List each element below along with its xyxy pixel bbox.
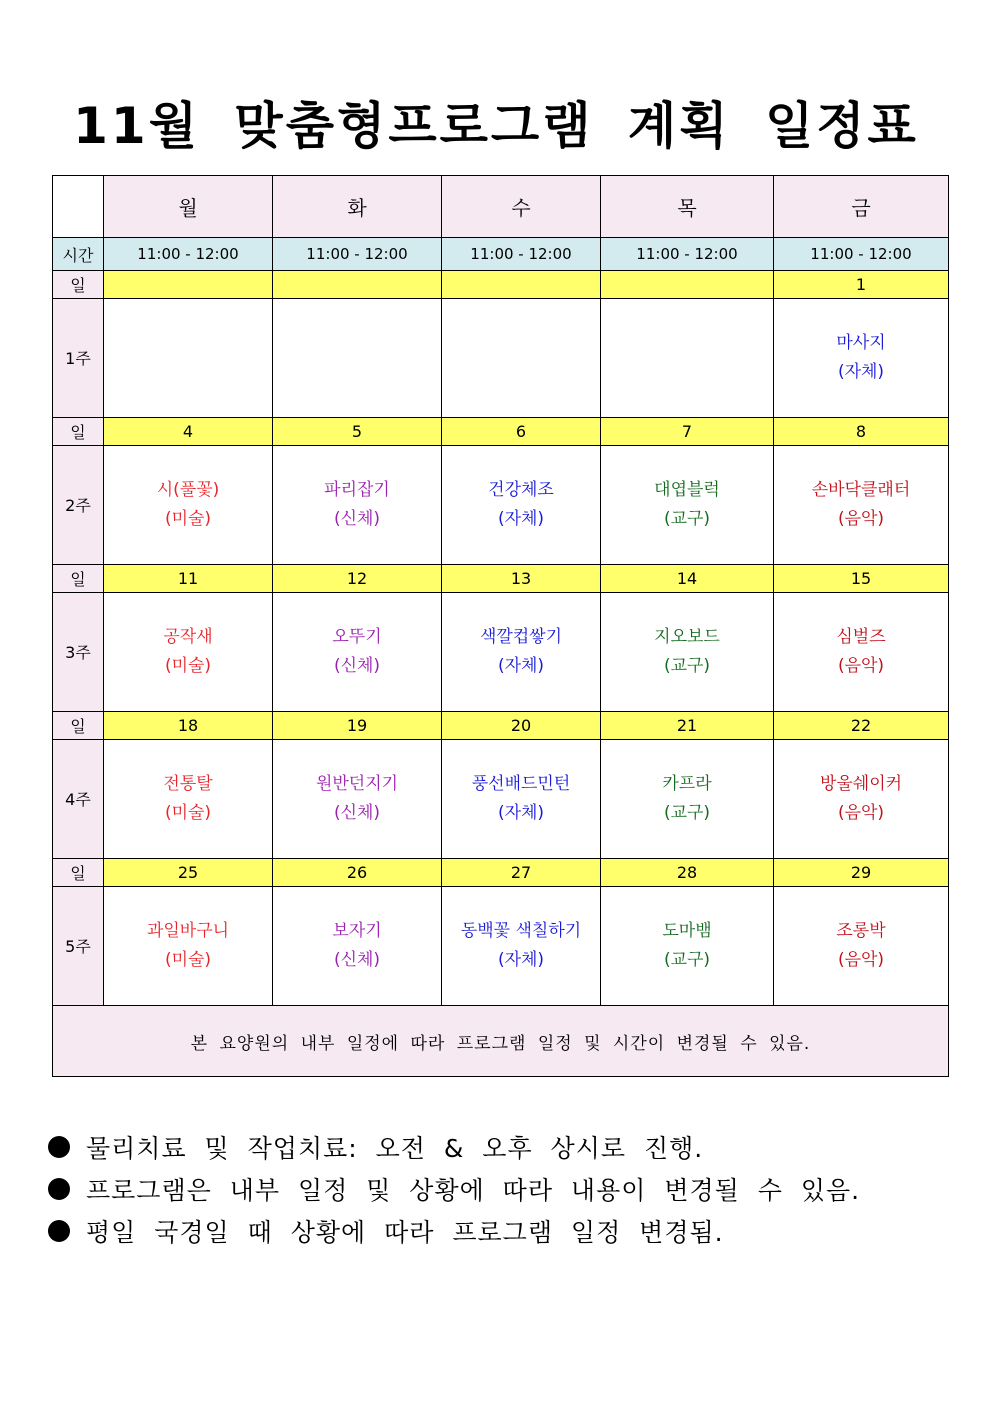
program-name: 마사지 <box>836 333 886 353</box>
note-text: 프로그램은 내부 일정 및 상황에 따라 내용이 변경될 수 있음. <box>86 1176 861 1205</box>
day-number-cell: 28 <box>601 859 774 887</box>
week-program-row <box>53 887 949 1006</box>
header-corner-cell <box>53 176 104 238</box>
schedule-table <box>52 175 949 1077</box>
program-name: 공작새 <box>163 627 213 647</box>
program-cell <box>442 446 601 565</box>
program-cell <box>442 740 601 859</box>
weekday-thu: 목 <box>601 176 774 238</box>
week-program-row <box>53 740 949 859</box>
program-name: 대엽블럭 <box>654 480 720 500</box>
program-category: (교구) <box>663 656 711 676</box>
week-program-row <box>53 299 949 418</box>
program-category: (음악) <box>837 656 885 676</box>
program-name: 동백꽃 색칠하기 <box>460 921 582 941</box>
note-item <box>48 1210 948 1252</box>
day-number-row <box>53 859 949 887</box>
day-number-cell: 12 <box>273 565 442 593</box>
program-category: (자체) <box>497 509 545 529</box>
program-category: (미술) <box>164 803 212 823</box>
week-label: 4주 <box>53 740 104 859</box>
day-number-cell: 14 <box>601 565 774 593</box>
bullet-dot-icon <box>48 1220 70 1242</box>
program-name: 건강체조 <box>488 480 554 500</box>
time-slot-thu: 11:00 - 12:00 <box>601 238 774 271</box>
day-number-cell <box>273 271 442 299</box>
program-category: (신체) <box>333 509 381 529</box>
day-label: 일 <box>53 859 104 887</box>
weekday-fri: 금 <box>774 176 949 238</box>
program-cell <box>104 299 273 418</box>
note-item <box>48 1126 948 1168</box>
program-category: (신체) <box>333 656 381 676</box>
week-program-row <box>53 446 949 565</box>
program-cell <box>774 593 949 712</box>
program-name: 방울쉐이커 <box>819 774 903 794</box>
day-number-cell: 6 <box>442 418 601 446</box>
day-number-cell: 22 <box>774 712 949 740</box>
time-label: 시간 <box>53 238 104 271</box>
weekday-wed: 수 <box>442 176 601 238</box>
weekday-tue: 화 <box>273 176 442 238</box>
program-name: 원반던지기 <box>315 774 399 794</box>
week-label: 3주 <box>53 593 104 712</box>
day-number-cell: 27 <box>442 859 601 887</box>
program-cell <box>442 593 601 712</box>
day-number-cell: 20 <box>442 712 601 740</box>
program-category: (신체) <box>333 950 381 970</box>
program-cell <box>273 446 442 565</box>
note-text: 평일 국경일 때 상황에 따라 프로그램 일정 변경됨. <box>86 1218 724 1247</box>
notes-list <box>48 1126 948 1252</box>
program-cell <box>104 887 273 1006</box>
program-cell <box>104 593 273 712</box>
program-name: 시(풀꽃) <box>156 480 220 500</box>
program-name: 보자기 <box>332 921 382 941</box>
program-cell <box>774 446 949 565</box>
day-number-cell: 26 <box>273 859 442 887</box>
program-cell <box>104 740 273 859</box>
program-name: 색깔컵쌓기 <box>479 627 563 647</box>
program-category: (자체) <box>837 362 885 382</box>
time-slot-fri: 11:00 - 12:00 <box>774 238 949 271</box>
day-number-cell: 1 <box>774 271 949 299</box>
program-category: (자체) <box>497 950 545 970</box>
day-number-cell: 11 <box>104 565 273 593</box>
program-category: (교구) <box>663 509 711 529</box>
program-name: 도마뱀 <box>662 921 712 941</box>
program-category: (미술) <box>164 656 212 676</box>
program-cell <box>601 299 774 418</box>
program-cell <box>774 740 949 859</box>
program-cell <box>601 446 774 565</box>
program-category: (자체) <box>497 656 545 676</box>
program-name: 손바닥클래터 <box>811 480 911 500</box>
day-number-cell: 5 <box>273 418 442 446</box>
week-program-row <box>53 593 949 712</box>
footnote-row <box>53 1006 949 1077</box>
bullet-dot-icon <box>48 1136 70 1158</box>
day-number-cell: 21 <box>601 712 774 740</box>
day-label: 일 <box>53 271 104 299</box>
program-cell <box>273 740 442 859</box>
week-label: 1주 <box>53 299 104 418</box>
program-name: 카프라 <box>662 774 712 794</box>
program-name: 파리잡기 <box>324 480 390 500</box>
program-category: (음악) <box>837 950 885 970</box>
program-cell <box>442 887 601 1006</box>
program-name: 조롱박 <box>836 921 886 941</box>
page-title: 11월 맞춤형프로그램 계획 일정표 <box>73 97 919 155</box>
program-cell <box>774 887 949 1006</box>
program-category: (음악) <box>837 803 885 823</box>
day-number-cell: 4 <box>104 418 273 446</box>
time-row <box>53 238 949 271</box>
day-number-cell: 8 <box>774 418 949 446</box>
program-cell <box>601 593 774 712</box>
day-label: 일 <box>53 418 104 446</box>
program-name: 과일바구니 <box>146 921 230 941</box>
day-number-cell <box>442 271 601 299</box>
day-number-row <box>53 712 949 740</box>
program-category: (신체) <box>333 803 381 823</box>
program-cell <box>601 887 774 1006</box>
program-category: (교구) <box>663 803 711 823</box>
week-label: 2주 <box>53 446 104 565</box>
weekday-header-row <box>53 176 949 238</box>
day-number-row <box>53 565 949 593</box>
note-item <box>48 1168 948 1210</box>
program-cell <box>273 593 442 712</box>
time-slot-wed: 11:00 - 12:00 <box>442 238 601 271</box>
day-number-cell: 15 <box>774 565 949 593</box>
program-name: 풍선배드민턴 <box>471 774 571 794</box>
note-text: 물리치료 및 작업치료: 오전 & 오후 상시로 진행. <box>86 1134 704 1163</box>
program-category: (음악) <box>837 509 885 529</box>
program-cell <box>273 299 442 418</box>
program-name: 오뚜기 <box>332 627 382 647</box>
day-number-cell: 29 <box>774 859 949 887</box>
day-label: 일 <box>53 565 104 593</box>
day-number-cell <box>601 271 774 299</box>
program-cell <box>601 740 774 859</box>
program-cell <box>774 299 949 418</box>
bullet-dot-icon <box>48 1178 70 1200</box>
program-cell <box>273 887 442 1006</box>
program-category: (미술) <box>164 509 212 529</box>
day-number-cell: 19 <box>273 712 442 740</box>
program-name: 심벌즈 <box>836 627 886 647</box>
program-cell <box>104 446 273 565</box>
day-number-cell: 7 <box>601 418 774 446</box>
weekday-mon: 월 <box>104 176 273 238</box>
program-category: (미술) <box>164 950 212 970</box>
time-slot-mon: 11:00 - 12:00 <box>104 238 273 271</box>
program-category: (교구) <box>663 950 711 970</box>
day-label: 일 <box>53 712 104 740</box>
day-number-row <box>53 271 949 299</box>
day-number-cell <box>104 271 273 299</box>
footnote-text: 본 요양원의 내부 일정에 따라 프로그램 일정 및 시간이 변경될 수 있음. <box>53 1006 949 1077</box>
program-cell <box>442 299 601 418</box>
day-number-cell: 18 <box>104 712 273 740</box>
program-name: 지오보드 <box>654 627 720 647</box>
day-number-cell: 25 <box>104 859 273 887</box>
day-number-row <box>53 418 949 446</box>
week-label: 5주 <box>53 887 104 1006</box>
program-name: 전통탈 <box>163 774 213 794</box>
day-number-cell: 13 <box>442 565 601 593</box>
program-category: (자체) <box>497 803 545 823</box>
time-slot-tue: 11:00 - 12:00 <box>273 238 442 271</box>
